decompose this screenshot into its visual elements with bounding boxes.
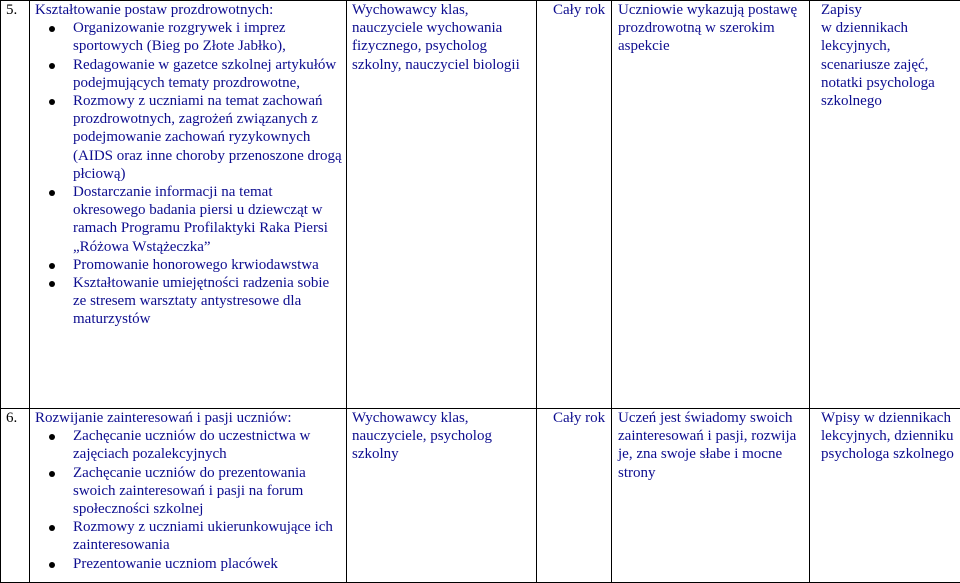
table-row (1, 1, 960, 409)
topic-title: Kształtowanie postaw prozdrowotnych: (35, 2, 274, 18)
responsible-cell: Wychowawcy klas, nauczyciele wychowania fizycznego, psycholog szkolny, nauczyciel biologii (347, 1, 537, 409)
list-item: Dostarczanie informacji na temat okresowego badania piersi u dziewcząt w ramach Programu Profilaktyki Raka Piersi „Różowa Wstążeczka” (73, 183, 346, 256)
outcome-cell: Uczeń jest świadomy swoich zainteresowań i pasji, rozwija je, zna swoje słabe i mocne strony (612, 409, 810, 583)
term-cell: Cały rok (537, 1, 612, 409)
row-number: 5. (1, 1, 30, 409)
evidence-cell: Wpisy w dziennikach lekcyjnych, dzienniku psychologa szkolnego (810, 409, 960, 583)
outcome-cell: Uczniowie wykazują postawę prozdrowotną w szerokim aspekcie (612, 1, 810, 409)
topic-cell (30, 409, 347, 583)
topic-title: Rozwijanie zainteresowań i pasji uczniów: (35, 410, 292, 426)
list-item: Promowanie honorowego krwiodawstwa (73, 256, 346, 274)
row-number: 6. (1, 409, 30, 583)
evidence-cell: Zapisy w dziennikach lekcyjnych, scenariusze zajęć, notatki psychologa szkolnego (810, 1, 960, 409)
list-item: Zachęcanie uczniów do uczestnictwa w zajęciach pozalekcyjnych (73, 427, 346, 463)
topic-cell (30, 1, 347, 409)
list-item: Rozmowy z uczniami na temat zachowań prozdrowotnych, zagrożeń związanych z podejmowanie zachowań ryzykownych (AIDS oraz inne choroby przenoszone drogą płciową) (73, 92, 346, 183)
responsible-cell: Wychowawcy klas, nauczyciele, psycholog szkolny (347, 409, 537, 583)
topic-list (35, 19, 346, 328)
table-row (1, 409, 960, 583)
topic-list (35, 427, 346, 573)
list-item: Kształtowanie umiejętności radzenia sobie ze stresem warsztaty antystresowe dla maturzystów (73, 274, 346, 329)
list-item: Organizowanie rozgrywek i imprez sportowych (Bieg po Złote Jabłko), (73, 19, 346, 55)
list-item: Redagowanie w gazetce szkolnej artykułów podejmujących tematy prozdrowotne, (73, 56, 346, 92)
term-cell: Cały rok (537, 409, 612, 583)
list-item: Rozmowy z uczniami ukierunkowujące ich zainteresowania (73, 518, 346, 554)
list-item: Prezentowanie uczniom placówek (73, 555, 346, 573)
list-item: Zachęcanie uczniów do prezentowania swoich zainteresowań i pasji na forum społeczności szkolnej (73, 464, 346, 519)
